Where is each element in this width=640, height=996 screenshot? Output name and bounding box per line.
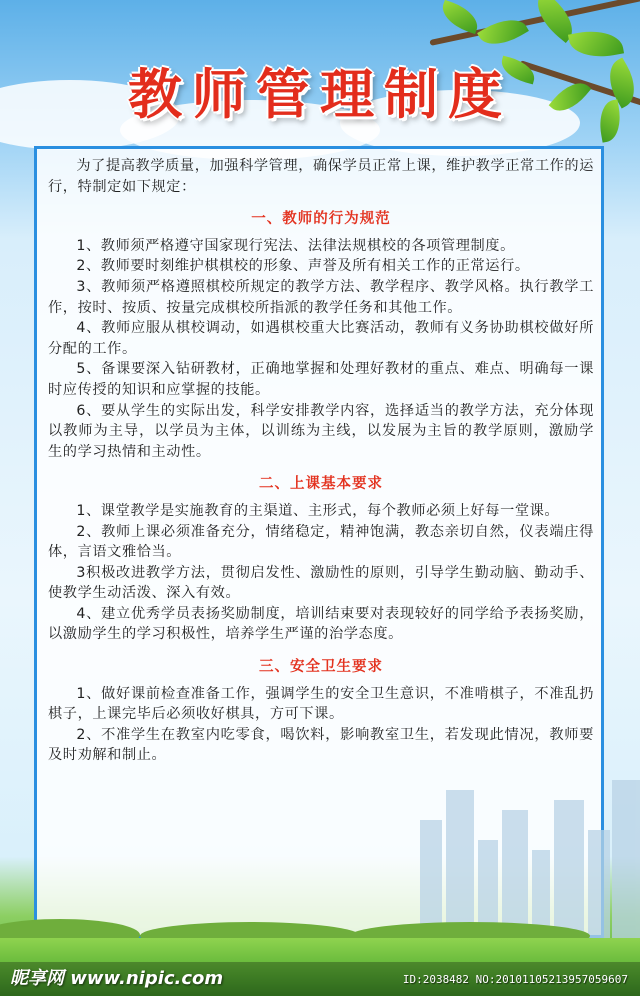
section-heading: 一、教师的行为规范 [251, 211, 391, 228]
page-title: 教师管理制度 [128, 63, 512, 126]
list-item: 1、课堂教学是实施教育的主渠道、主形式，每个教师必须上好每一堂课。 [76, 502, 560, 519]
list-item: 5、备课要深入钻研教材，正确地掌握和处理好教材的重点、难点、明确每一课时应传授的知识和应掌握的技能。 [48, 361, 594, 398]
list-item: 1、做好课前检查准备工作，强调学生的安全卫生意识，不准啃棋子，不准乱扔棋子，上课完毕后必须收好棋具，方可下课。 [48, 685, 594, 723]
list-item: 2、教师要时刻维护棋棋校的形象、声誉及所有相关工作的正常运行。 [76, 258, 530, 275]
intro-paragraph: 为了提高教学质量，加强科学管理，确保学员正常上课，维护教学正常工作的运行，特制定如下规定： [48, 158, 594, 195]
city-skyline-decoration [0, 760, 640, 940]
watermark-bar [0, 962, 640, 996]
watermark-id: ID:2038482 NO:20101105213957059607 [402, 973, 628, 986]
list-item: 2、不准学生在教室内吃零食，喝饮料，影响教室卫生，若发现此情况，教师要及时劝解和制止。 [48, 726, 594, 764]
watermark-logo: 昵享网 www.nipic.com [10, 968, 224, 989]
section-heading: 二、上课基本要求 [259, 476, 383, 493]
list-item: 1、教师须严格遵守国家现行宪法、法律法规棋校的各项管理制度。 [76, 237, 515, 254]
list-item: 3积极改进教学方法，贯彻启发性、激励性的原则，引导学生勤动脑、勤动手、使教学生动活泼、深入有效。 [48, 564, 594, 602]
list-item: 3、教师须严格遵照棋校所规定的教学方法、教学程序、教学风格。执行教学工作，按时、按质、按量完成棋校所指派的教学任务和其他工作。 [48, 278, 594, 316]
list-item: 2、教师上课必须准备充分，情绪稳定，精神饱满，教态亲切自然，仪表端庄得体，言语文雅恰当。 [48, 523, 594, 561]
list-item: 6、要从学生的实际出发，科学安排教学内容，选择适当的教学方法，充分体现以教师为主导，以学员为主体，以训练为主线，以发展为主旨的教学原则，激励学生的学习热情和主动性。 [48, 402, 594, 460]
section-heading: 三、安全卫生要求 [259, 659, 383, 676]
regulation-text [48, 156, 594, 766]
list-item: 4、建立优秀学员表扬奖励制度，培训结束要对表现较好的同学给予表扬奖励，以激励学生的学习积极性，培养学生严谨的治学态度。 [48, 605, 594, 643]
list-item: 4、教师应服从棋校调动，如遇棋校重大比赛活动，教师有义务协助棋校做好所分配的工作。 [48, 320, 594, 357]
